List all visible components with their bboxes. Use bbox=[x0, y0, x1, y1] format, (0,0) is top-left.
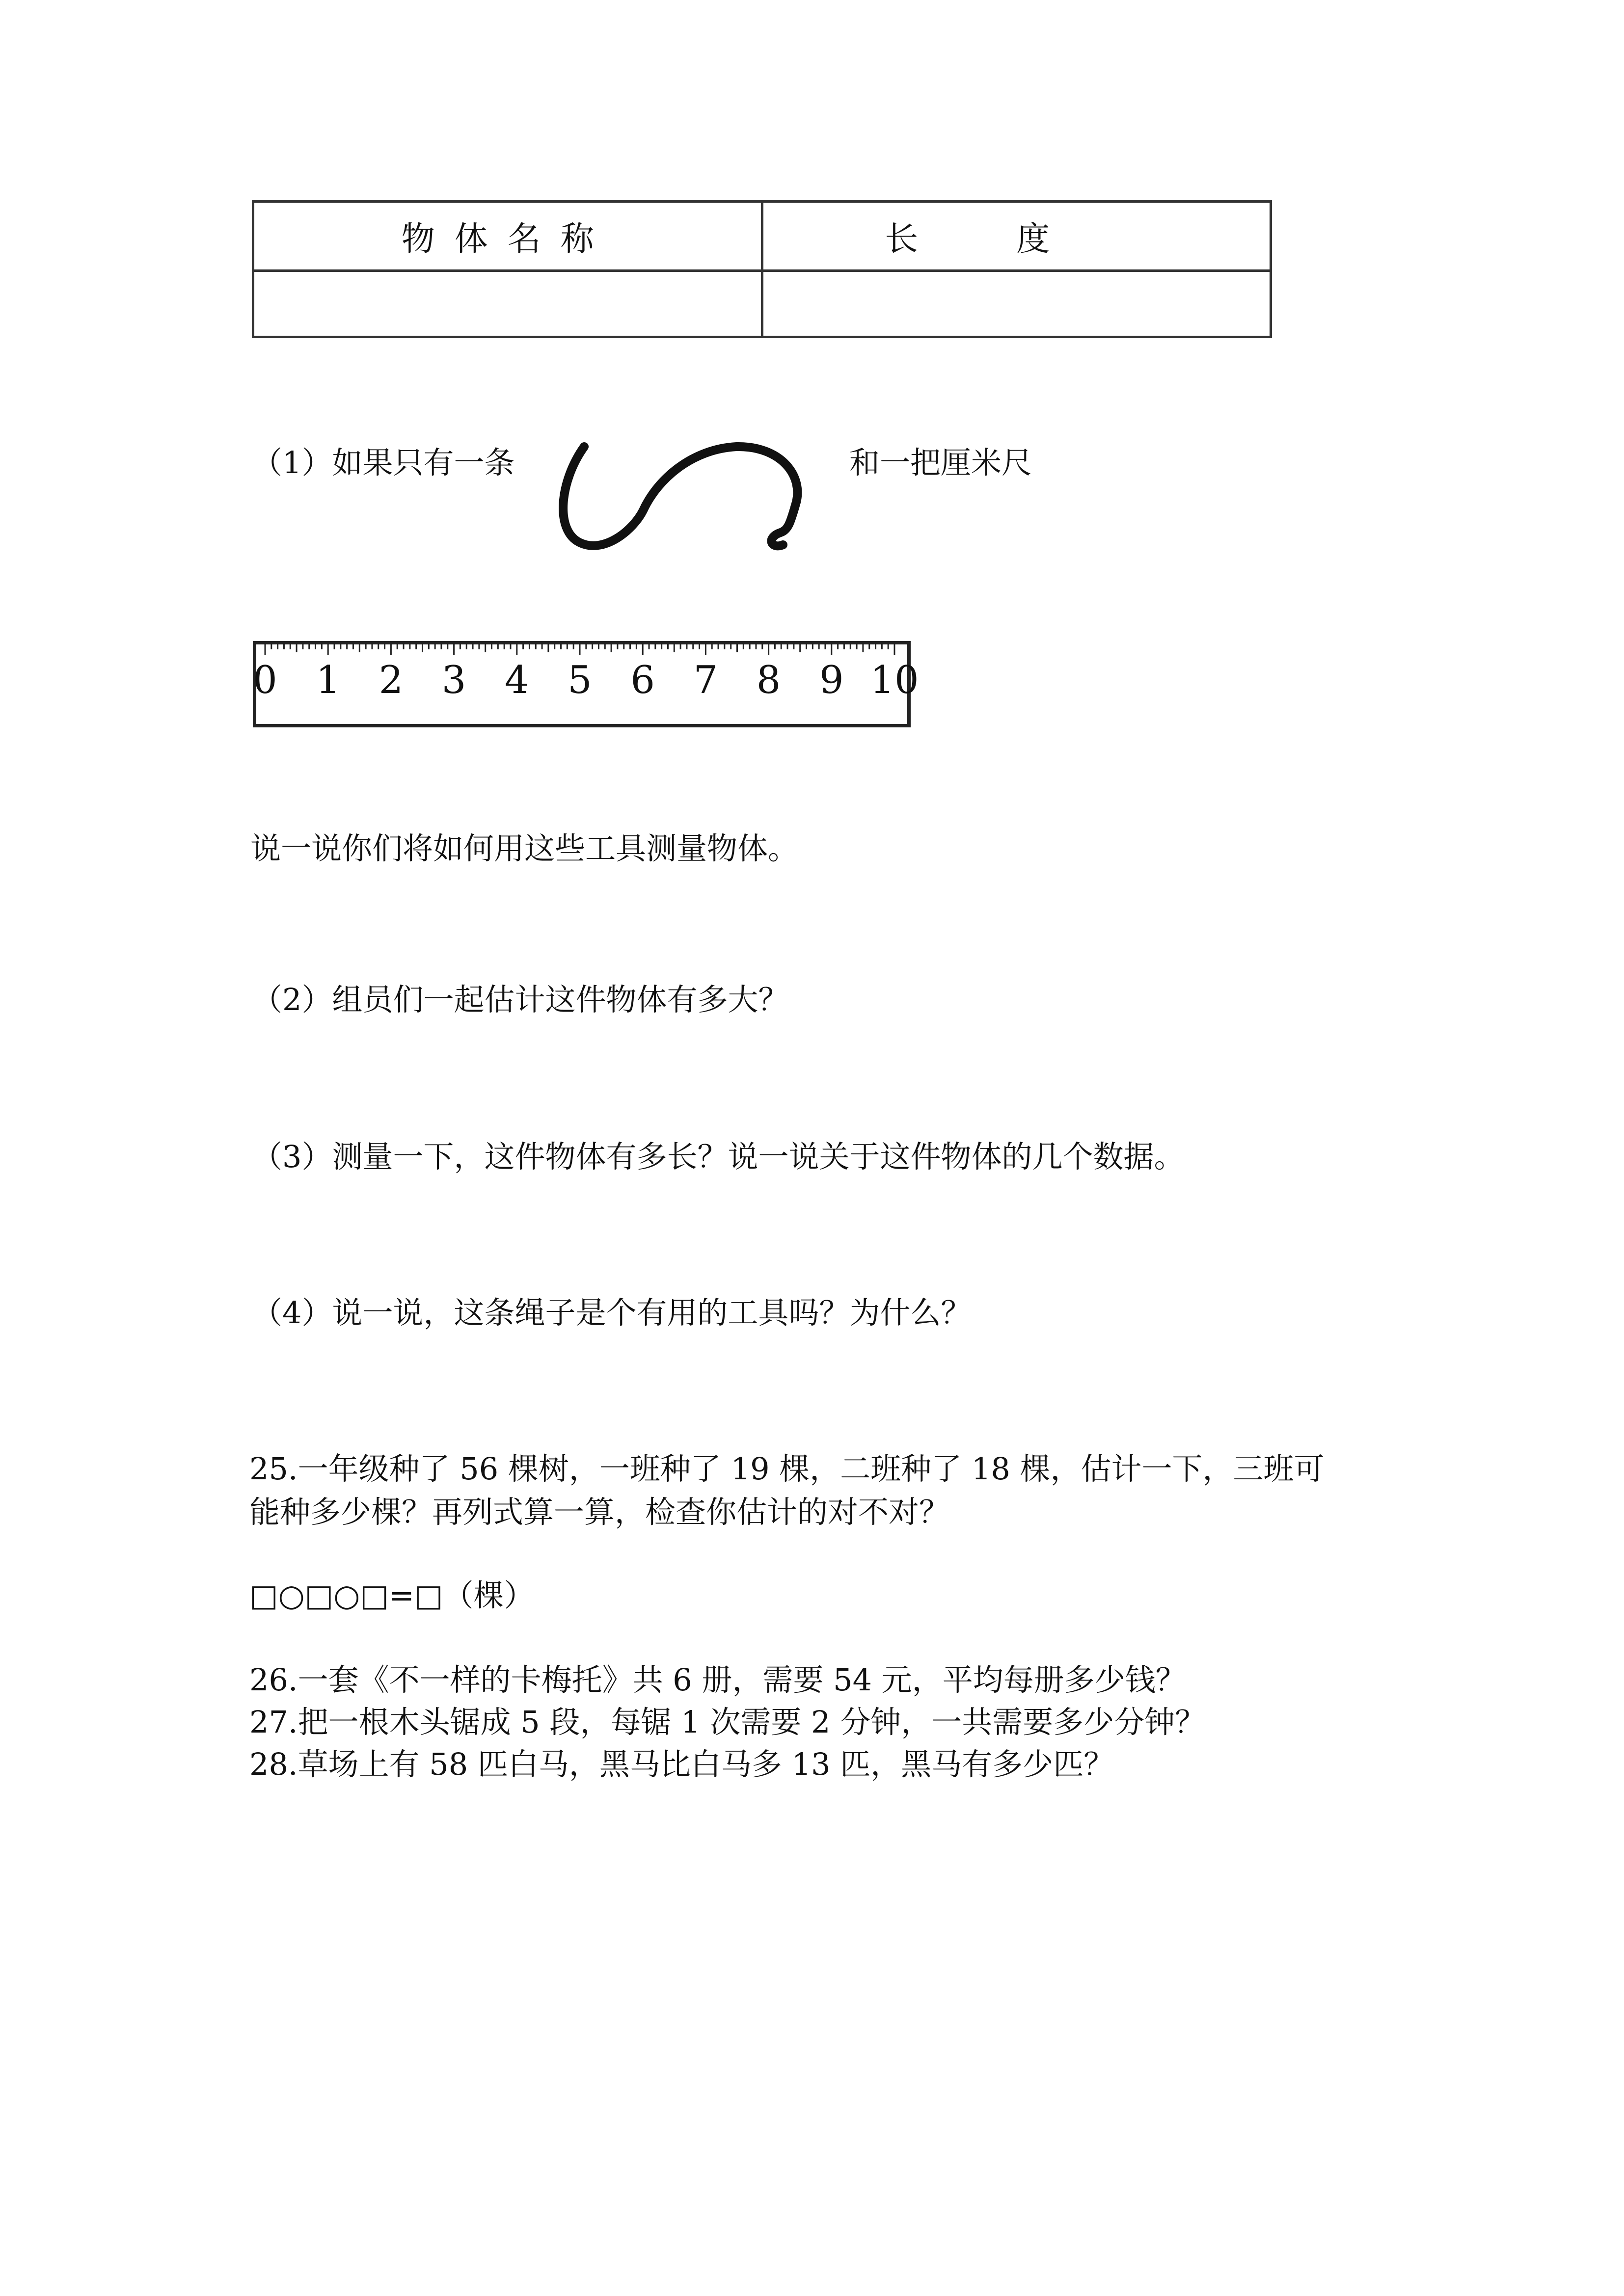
ruler-number: 1 bbox=[316, 658, 341, 702]
table-row bbox=[253, 271, 1271, 337]
table-header-row bbox=[253, 202, 1271, 271]
rope-icon bbox=[550, 432, 844, 579]
intro-question: 说一说你们将如何用这些工具测量物体。 bbox=[250, 830, 799, 866]
cell-object-name[interactable] bbox=[253, 271, 762, 337]
ruler-number: 10 bbox=[870, 658, 919, 702]
ruler-number: 0 bbox=[253, 658, 277, 702]
q1-prefix: （1）如果只有一条 bbox=[252, 445, 515, 481]
problem-25-line2: 能种多少棵？再列式算一算，检查你估计的对不对？ bbox=[249, 1494, 950, 1530]
ruler-number: 8 bbox=[756, 658, 781, 702]
ruler-number: 5 bbox=[568, 658, 592, 702]
cell-length[interactable] bbox=[762, 271, 1271, 337]
measurement-table bbox=[252, 200, 1272, 338]
question-2: （2）组员们一起估计这件物体有多大？ bbox=[252, 982, 789, 1017]
problem-26: 26.一套《不一样的卡梅托》共 6 册，需要 54 元，平均每册多少钱？ bbox=[249, 1662, 1186, 1698]
ruler-number: 3 bbox=[441, 658, 466, 702]
question-3: （3）测量一下，这件物体有多长？说一说关于这件物体的几个数据。 bbox=[252, 1139, 1185, 1175]
header-object-name: 物体名称 bbox=[253, 202, 762, 271]
problem-25-line1: 25.一年级种了 56 棵树，一班种了 19 棵，二班种了 18 棵，估计一下，三班可 bbox=[249, 1451, 1325, 1487]
problem-25-formula: □○□○□=□（棵） bbox=[249, 1577, 535, 1613]
problem-27: 27.把一根木头锯成 5 段，每锯 1 次需要 2 分钟，一共需要多少分钟？ bbox=[249, 1704, 1206, 1740]
q1-suffix: 和一把厘米尺 bbox=[849, 445, 1032, 481]
centimeter-ruler bbox=[253, 641, 919, 727]
ruler-number: 7 bbox=[693, 658, 718, 702]
ruler-number: 2 bbox=[379, 658, 404, 702]
problem-28: 28.草场上有 58 匹白马，黑马比白马多 13 匹，黑马有多少匹？ bbox=[249, 1746, 1114, 1782]
question-4: （4）说一说，这条绳子是个有用的工具吗？为什么？ bbox=[252, 1295, 972, 1331]
ruler-number: 9 bbox=[819, 658, 844, 702]
ruler-number: 6 bbox=[630, 658, 655, 702]
header-length: 长度 bbox=[762, 202, 1271, 271]
ruler-number: 4 bbox=[504, 658, 529, 702]
